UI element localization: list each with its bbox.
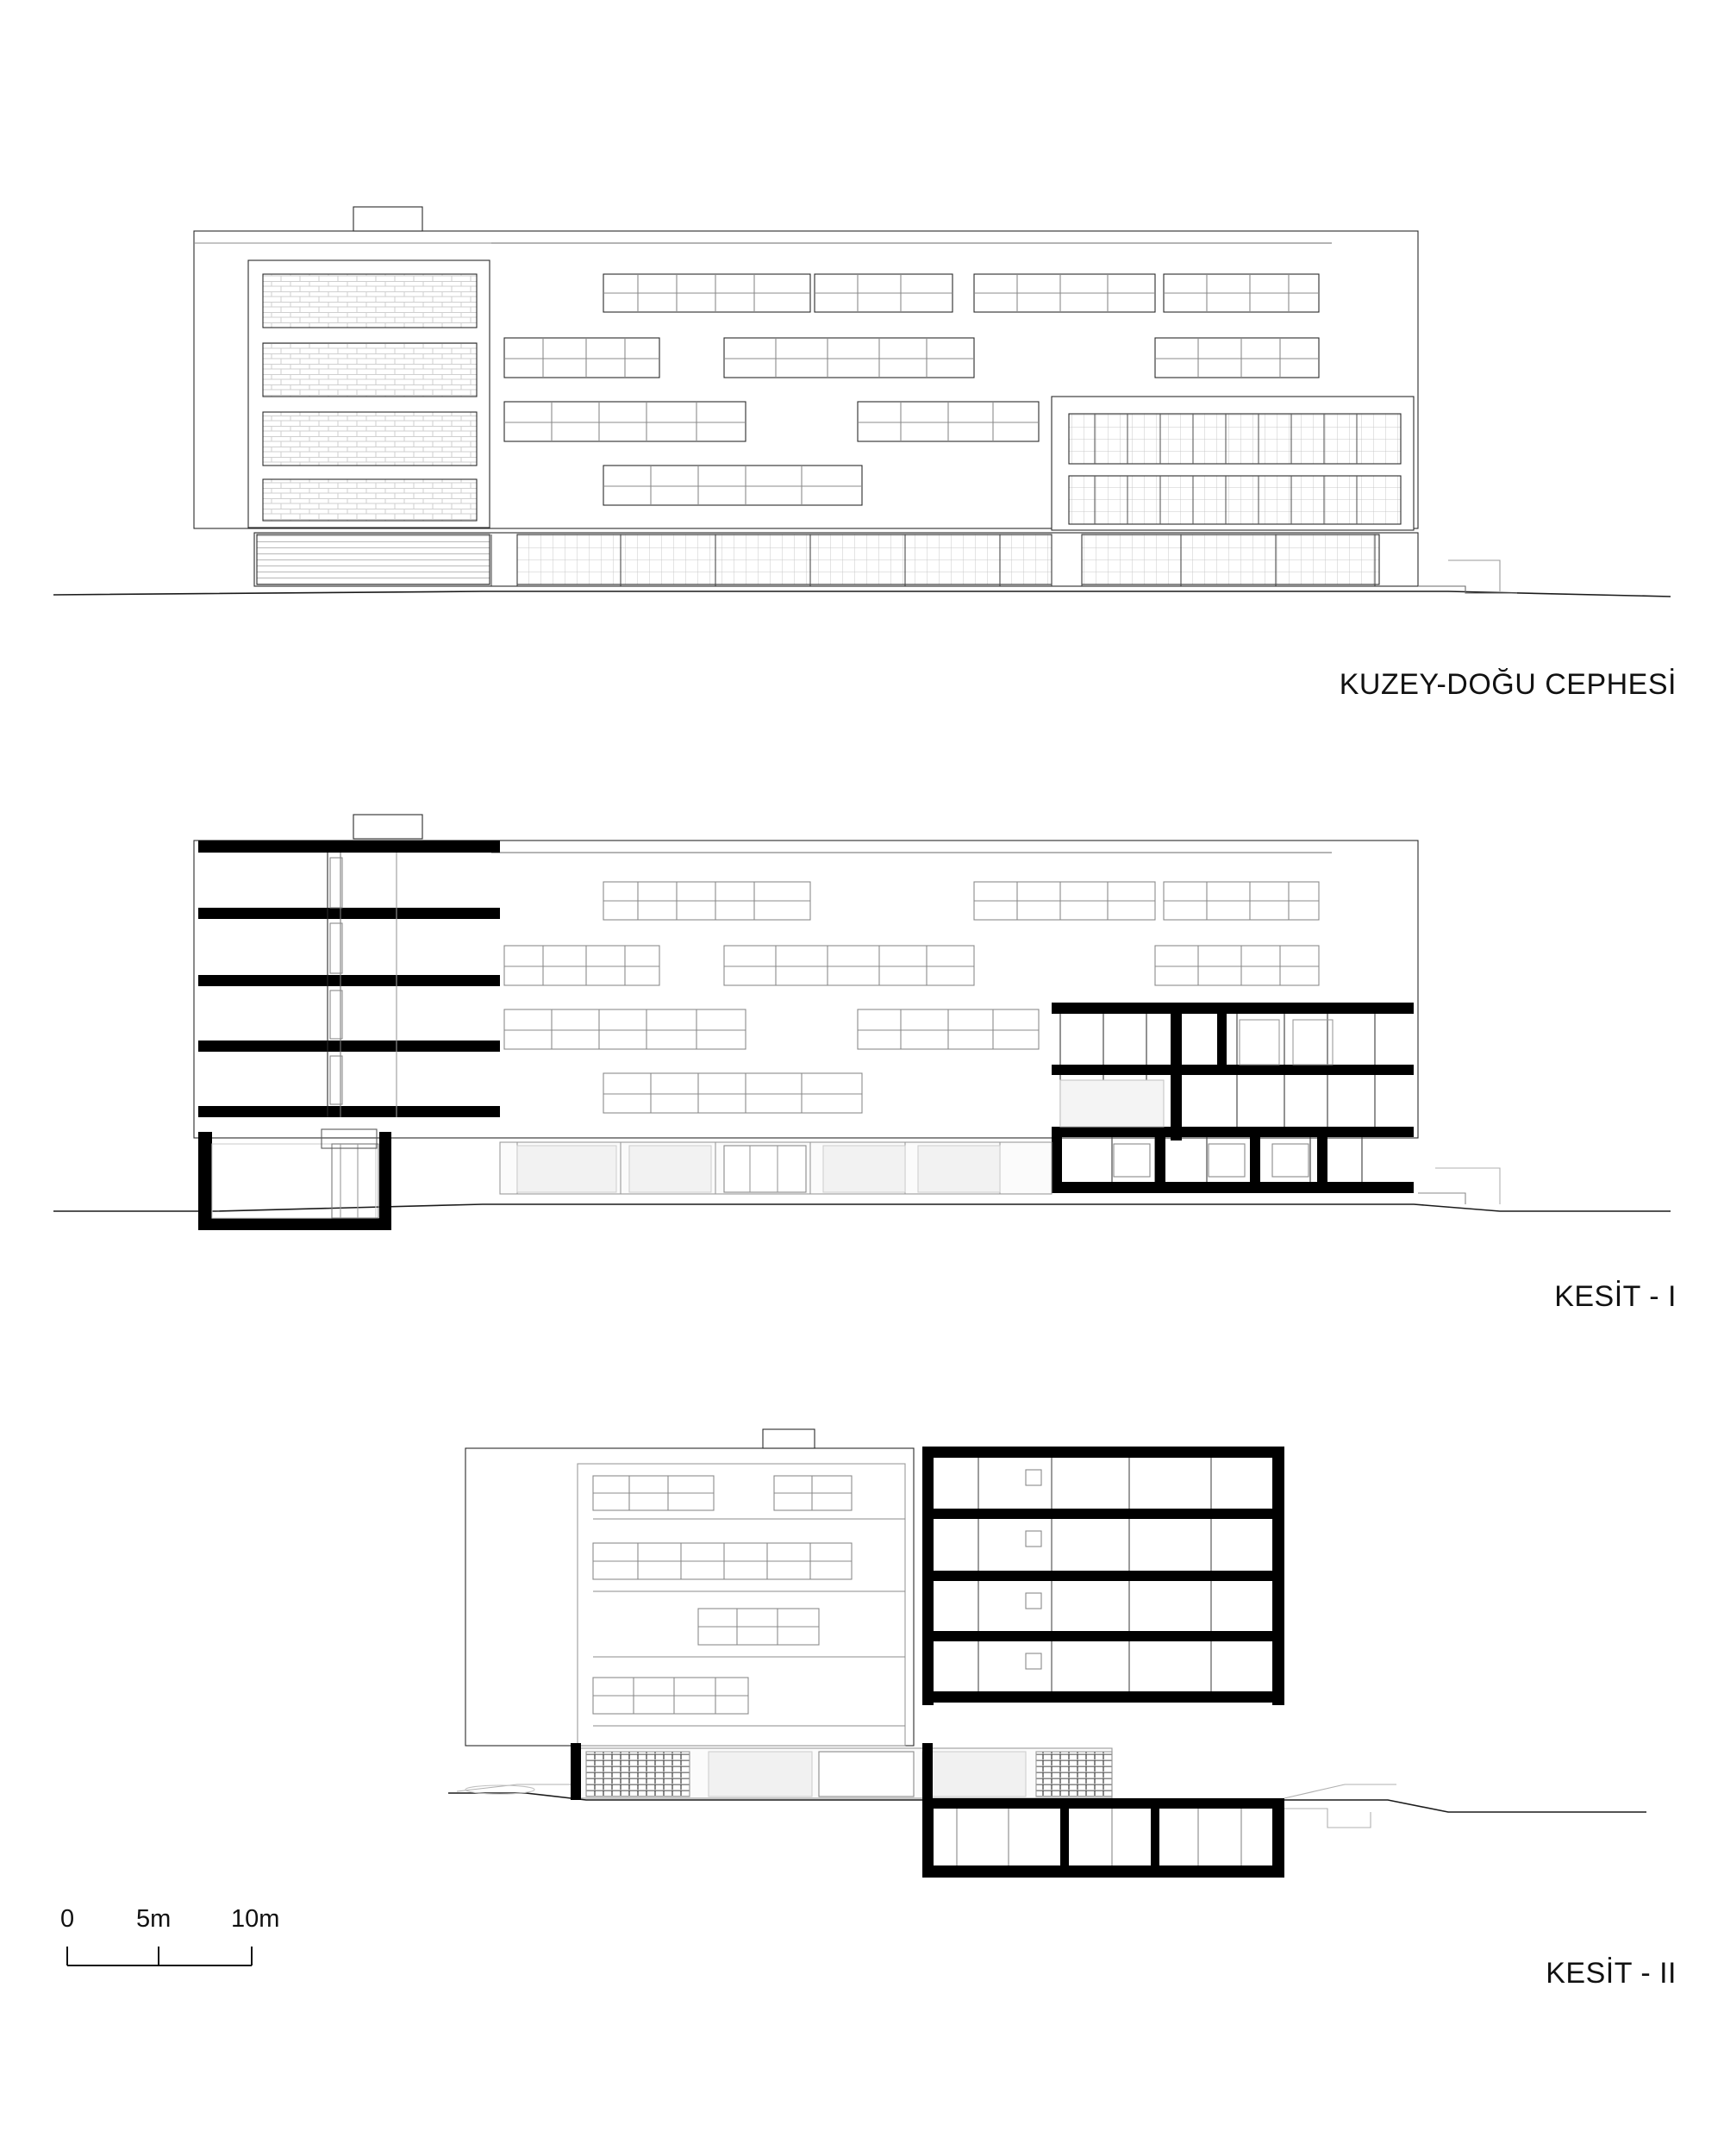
section-two-drawing (371, 1422, 1690, 1888)
scale-bar-graphic (60, 1943, 319, 1981)
scale-tick-10m: 10m (231, 1905, 280, 1933)
section-two-svg (371, 1422, 1690, 1888)
section-two-caption: KESİT - II (1546, 1957, 1677, 1990)
scale-tick-0: 0 (60, 1905, 75, 1933)
section-one-svg (34, 806, 1690, 1289)
northeast-elevation-drawing (34, 198, 1690, 629)
section-one-drawing (34, 806, 1690, 1289)
northeast-elevation-caption: KUZEY-DOĞU CEPHESİ (1339, 668, 1677, 701)
section-one-caption: KESİT - I (1554, 1280, 1677, 1313)
scale-tick-5m: 5m (136, 1905, 172, 1933)
northeast-elevation-svg (34, 198, 1690, 629)
scale-bar (60, 1905, 319, 1983)
